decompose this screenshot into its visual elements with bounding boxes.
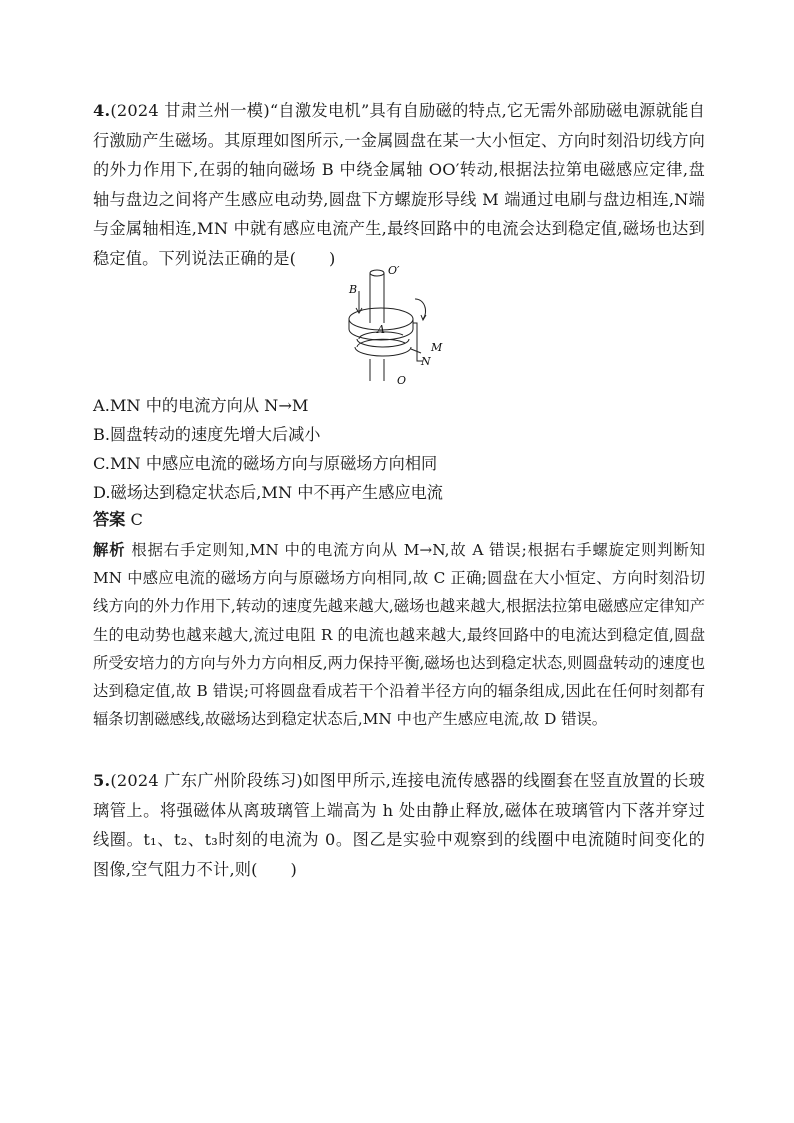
question-4-source: (2024 甘肃兰州一模) <box>110 101 270 120</box>
option-d: D.磁场达到稳定状态后,MN 中不再产生感应电流 <box>93 483 443 502</box>
label-m: M <box>431 341 443 354</box>
answer-line <box>93 506 705 534</box>
question-5 <box>93 766 705 884</box>
question-5-text: 如图甲所示,连接电流传感器的线圈套在竖直放置的长玻璃管上。将强磁体从离玻璃管上端高为 h 处由静止释放,磁体在玻璃管内下落并穿过线圈。t₁、t₂、t₃时刻的电流为 0。图乙是实验中观察到的线圈中电流随时间变化的图像,空气阻力不计,则( ) <box>93 771 705 879</box>
question-5-source: (2024 广东广州阶段练习) <box>110 771 303 790</box>
label-o-prime: O′ <box>388 264 400 277</box>
label-o: O <box>397 374 407 387</box>
option-c: C.MN 中感应电流的磁场方向与原磁场方向相同 <box>93 454 438 473</box>
label-b: B <box>349 283 358 296</box>
question-4-number: 4. <box>93 101 111 120</box>
disc-generator-diagram <box>341 263 449 389</box>
option-a: A.MN 中的电流方向从 N→M <box>93 396 309 415</box>
explanation-label: 解析 <box>93 541 126 559</box>
label-a: A <box>377 323 385 336</box>
answer-value: C <box>130 510 143 529</box>
question-4 <box>93 96 705 274</box>
answer-label: 答案 <box>93 510 126 529</box>
option-b: B.圆盘转动的速度先增大后减小 <box>93 425 321 444</box>
question-5-number: 5. <box>93 771 111 790</box>
explanation-text: 根据右手定则知,MN 中的电流方向从 M→N,故 A 错误;根据右手螺旋定则判断知 MN 中感应电流的磁场方向与原磁场方向相同,故 C 正确;圆盘在大小恒定、方向时刻沿切线方向的外力作用下,转动的速度先越来越大,磁场也越来越大,根据法拉第电磁感应定律知产生的电动势也越来越大,流过电阻 R 的电流也越来越大,最终回路中的电流达到稳定值,圆盘所受安培力的方向与外力方向相反,两力保持平衡,磁场也达到稳定状态,则圆盘转动的速度也达到稳定值,故 B 错误;可将圆盘看成若干个沿着半径方向的辐条组成,因此在任何时刻都有辐条切割磁感线,故磁场达到稳定状态后,MN 中也产生感应电流,故 D 错误。 <box>93 541 705 729</box>
label-n: N <box>421 355 431 368</box>
question-4-text: “自激发电机”具有自励磁的特点,它无需外部励磁电源就能自行激励产生磁场。其原理如图所示,一金属圆盘在某一大小恒定、方向时刻沿切线方向的外力作用下,在弱的轴向磁场 B 中绕金属轴 OO′转动,根据法拉第电磁感应定律,盘轴与盘边之间将产生感应电动势,圆盘下方螺旋形导线 M 端通过电刷与盘边相连,N端与金属轴相连,MN 中就有感应电流产生,最终回路中的电流会达到稳定值,磁场也达到稳定值。下列说法正确的是( ) <box>93 101 706 268</box>
disc-generator-figure <box>341 263 449 389</box>
explanation <box>93 536 705 733</box>
